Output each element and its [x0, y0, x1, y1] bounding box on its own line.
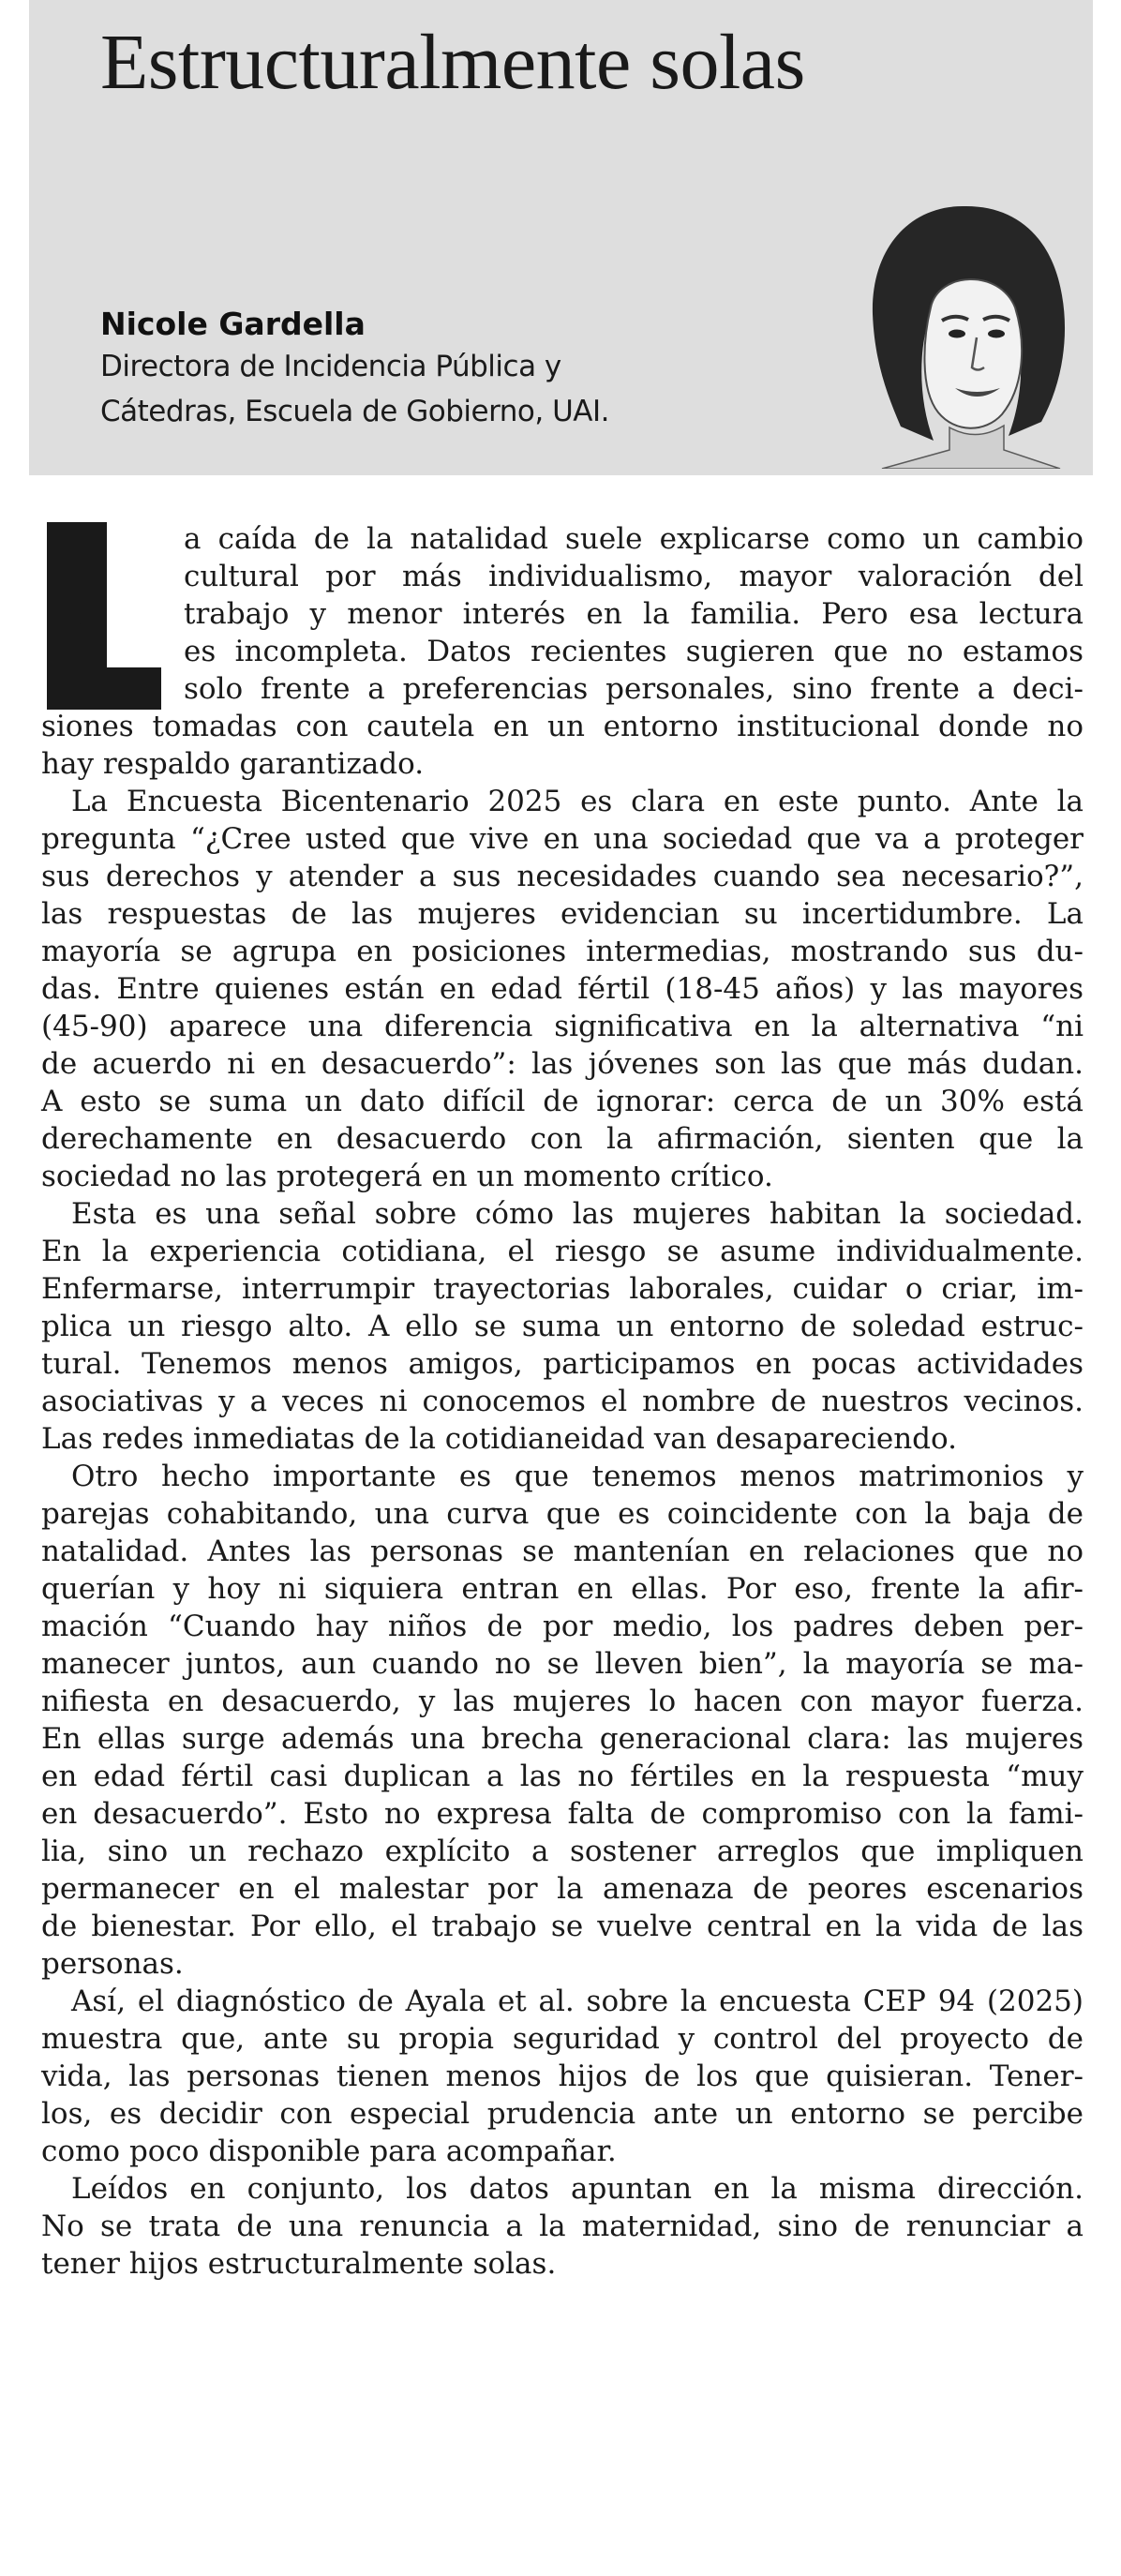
- text-line: mayoría se agrupa en posiciones intermedias, mostrando sus du-: [41, 935, 1084, 968]
- text-line: en edad fértil casi duplican a las no fértiles en la respuesta “muy: [41, 1760, 1084, 1793]
- text-line: Esta es una señal sobre cómo las mujeres habitan la sociedad.: [71, 1197, 1084, 1231]
- text-line: personas.: [41, 1947, 184, 1981]
- text-line: Las redes inmediatas de la cotidianeidad van desapareciendo.: [41, 1422, 957, 1456]
- text-line: vida, las personas tienen menos hijos de los que quisieran. Tener-: [41, 2059, 1084, 2093]
- text-line: sus derechos y atender a sus necesidades cuando sea necesario?”,: [41, 860, 1084, 893]
- text-line: es incompleta. Datos recientes sugieren que no estamos: [184, 635, 1084, 668]
- text-line: derechamente en desacuerdo con la afirmación, sienten que la: [41, 1122, 1084, 1156]
- author-portrait: [844, 197, 1088, 469]
- text-line: Así, el diagnóstico de Ayala et al. sobre la encuesta CEP 94 (2025): [71, 1984, 1084, 2018]
- text-line: hay respaldo garantizado.: [41, 747, 425, 781]
- text-line: das. Entre quienes están en edad fértil (18-45 años) y las mayores: [41, 972, 1084, 1006]
- text-line: sociedad no las protegerá en un momento crítico.: [41, 1160, 773, 1193]
- author-name: Nicole Gardella: [100, 306, 366, 342]
- author-role-line-2: Cátedras, Escuela de Gobierno, UAI.: [100, 395, 609, 428]
- text-line: pregunta “¿Cree usted que vive en una sociedad que va a proteger: [41, 822, 1084, 856]
- text-line: las respuestas de las mujeres evidencian su incertidumbre. La: [41, 897, 1084, 931]
- text-line: de acuerdo ni en desacuerdo”: las jóvenes son las que más dudan.: [41, 1047, 1084, 1081]
- text-line: de bienestar. Por ello, el trabajo se vuelve central en la vida de las: [41, 1910, 1084, 1943]
- text-line: siones tomadas con cautela en un entorno institucional donde no: [41, 710, 1084, 743]
- text-line: (45-90) aparece una diferencia significativa en la alternativa “ni: [41, 1010, 1084, 1043]
- text-line: como poco disponible para acompañar.: [41, 2134, 617, 2168]
- author-role-line-1: Directora de Incidencia Pública y: [100, 350, 561, 383]
- article-title: Estructuralmente solas: [100, 19, 805, 106]
- text-line: Leídos en conjunto, los datos apuntan en la misma dirección.: [71, 2172, 1084, 2206]
- text-line: A esto se suma un dato difícil de ignorar: cerca de un 30% está: [41, 1085, 1084, 1118]
- text-line: En ellas surge además una brecha generacional clara: las mujeres: [41, 1722, 1084, 1756]
- text-line: cultural por más individualismo, mayor valoración del: [184, 560, 1084, 593]
- text-line: Enfermarse, interrumpir trayectorias laborales, cuidar o criar, im-: [41, 1272, 1084, 1306]
- svg-text:L: L: [69, 607, 82, 630]
- text-line: En la experiencia cotidiana, el riesgo se asume individualmente.: [41, 1235, 1084, 1268]
- text-line: muestra que, ante su propia seguridad y control del proyecto de: [41, 2022, 1084, 2056]
- text-line: tural. Tenemos menos amigos, participamos en pocas actividades: [41, 1347, 1084, 1381]
- text-line: manecer juntos, aun cuando no se lleven bien”, la mayoría se ma-: [41, 1647, 1084, 1681]
- text-line: tener hijos estructuralmente solas.: [41, 2247, 557, 2281]
- text-line: natalidad. Antes las personas se mantenían en relaciones que no: [41, 1535, 1084, 1568]
- text-line: trabajo y menor interés en la familia. Pero esa lectura: [184, 597, 1084, 631]
- text-line: asociativas y a veces ni conocemos el nombre de nuestros vecinos.: [41, 1385, 1084, 1418]
- text-line: querían y hoy ni siquiera entran en ellas. Por eso, frente la afir-: [41, 1572, 1084, 1606]
- text-line: permanecer en el malestar por la amenaza de peores escenarios: [41, 1872, 1084, 1906]
- text-line: No se trata de una renuncia a la maternidad, sino de renunciar a: [41, 2209, 1084, 2243]
- text-line: los, es decidir con especial prudencia ante un entorno se percibe: [41, 2097, 1084, 2131]
- text-line: en desacuerdo”. Esto no expresa falta de compromiso con la fami-: [41, 1797, 1084, 1831]
- drop-cap-l: [41, 522, 172, 710]
- article-header: [29, 0, 1093, 475]
- text-line: a caída de la natalidad suele explicarse como un cambio: [184, 522, 1084, 556]
- text-line: solo frente a preferencias personales, sino frente a deci-: [184, 672, 1084, 706]
- text-line: plica un riesgo alto. A ello se suma un entorno de soledad estruc-: [41, 1310, 1084, 1343]
- text-line: nifiesta en desacuerdo, y las mujeres lo hacen con mayor fuerza.: [41, 1685, 1084, 1718]
- text-line: mación “Cuando hay niños de por medio, los padres deben per-: [41, 1610, 1084, 1643]
- text-line: La Encuesta Bicentenario 2025 es clara en este punto. Ante la: [71, 785, 1084, 818]
- text-line: parejas cohabitando, una curva que es coincidente con la baja de: [41, 1497, 1084, 1531]
- text-line: Otro hecho importante es que tenemos menos matrimonios y: [71, 1460, 1084, 1493]
- text-line: lia, sino un rechazo explícito a sostener arreglos que impliquen: [41, 1835, 1084, 1868]
